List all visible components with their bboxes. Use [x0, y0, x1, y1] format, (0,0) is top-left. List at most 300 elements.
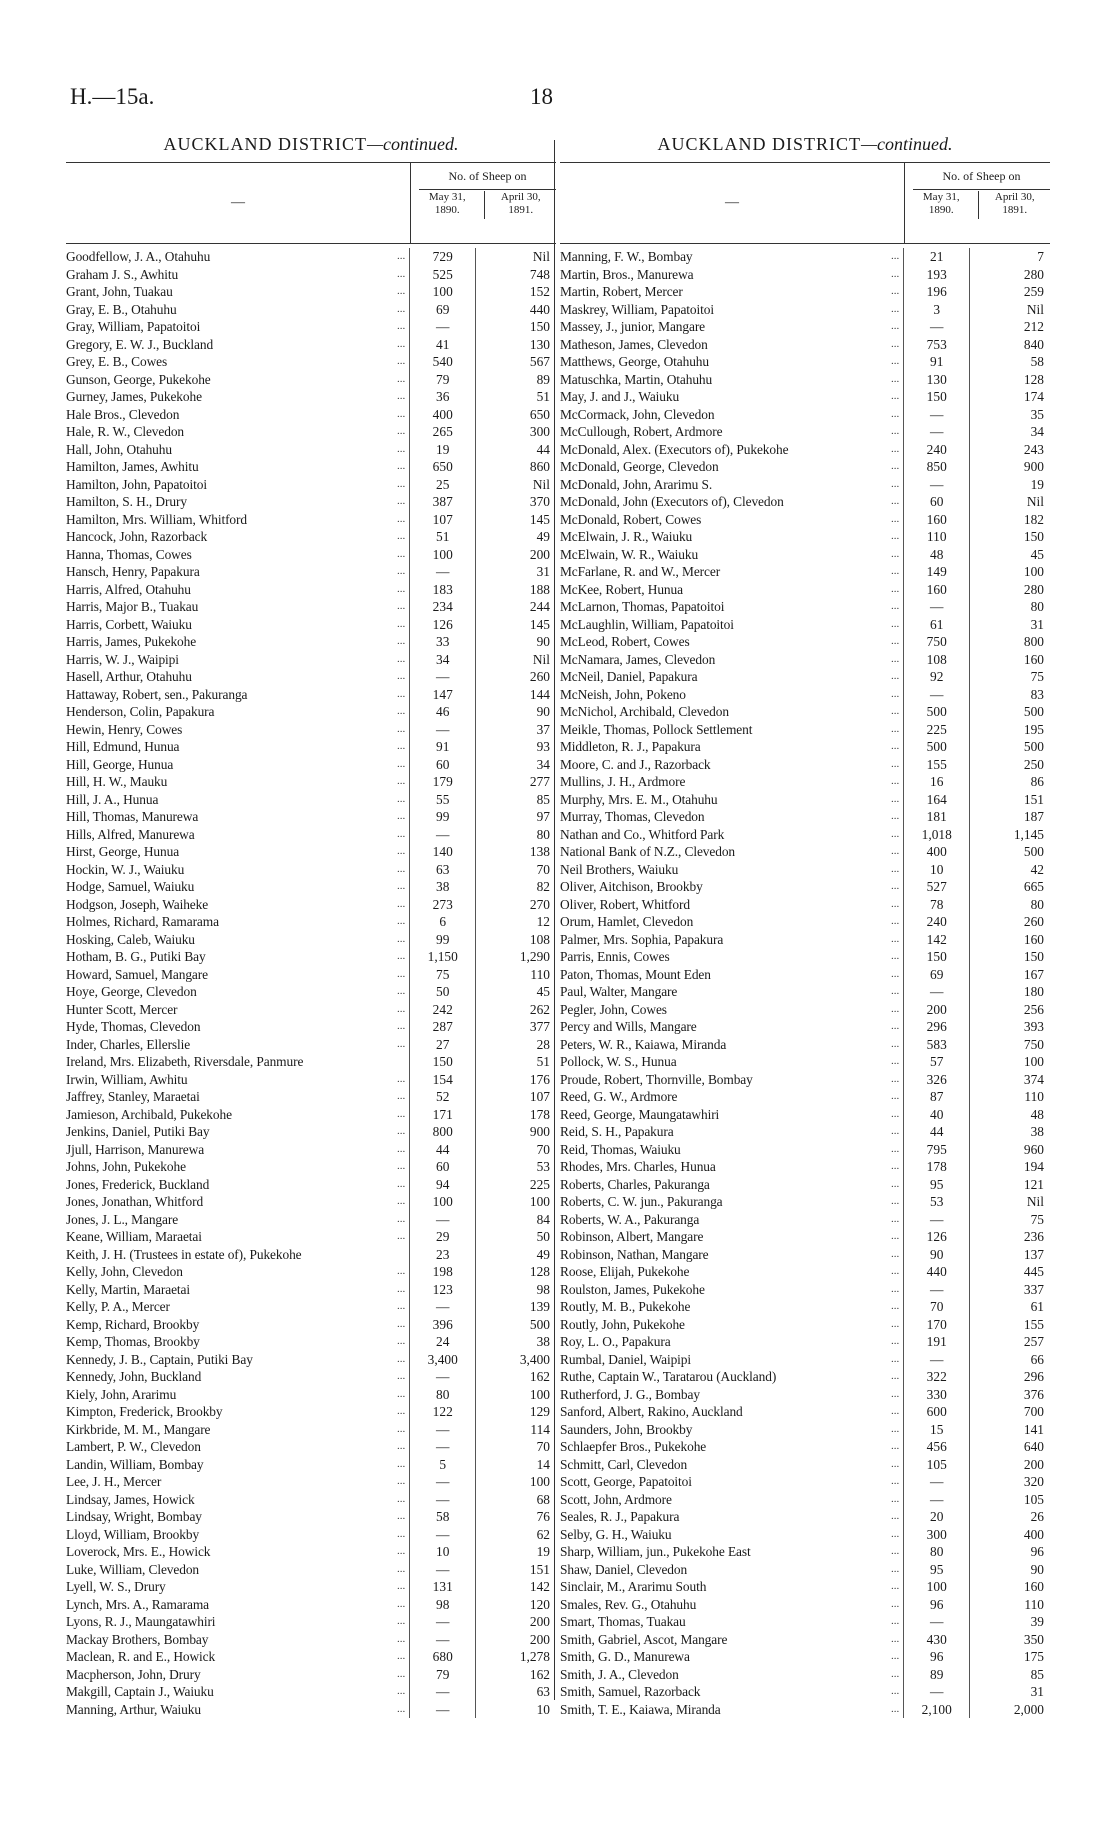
leader-dots: ... [397, 267, 406, 280]
table-row [66, 1368, 556, 1386]
sheep-1891: 90 [475, 703, 556, 721]
sheep-1891: 128 [969, 371, 1050, 389]
owner-name: Harris, Corbett, Waiuku [66, 616, 192, 632]
table-row [66, 861, 556, 879]
leader-dots: ... [891, 1317, 900, 1330]
leader-dots: ... [397, 565, 406, 577]
sheep-1891: 34 [475, 756, 556, 774]
leader-dots: ... [891, 792, 900, 805]
sheep-1891: 160 [969, 651, 1050, 669]
table-row [560, 1578, 1050, 1596]
owner-name: Roberts, C. W. jun., Pakuranga [560, 1194, 723, 1209]
sheep-1891: 75 [969, 668, 1050, 686]
owner-name: Smales, Rev. G., Otahuhu [560, 1596, 697, 1612]
owner-name: Hill, J. A., Hunua [66, 791, 159, 807]
sheep-1891: 337 [969, 1281, 1050, 1299]
owner-name: Hill, Thomas, Manurewa [66, 809, 199, 824]
sheep-1890: — [409, 318, 475, 336]
owner-name: Smith, Gabriel, Ascot, Mangare [560, 1631, 728, 1647]
table-row [560, 458, 1050, 476]
owner-name: Gurney, James, Pukekohe [66, 389, 202, 404]
owner-name: Hyde, Thomas, Clevedon [66, 1019, 201, 1034]
sheep-1890: 265 [409, 423, 475, 441]
sheep-1891: Nil [969, 493, 1050, 511]
owner-name: Reid, S. H., Papakura [560, 1124, 674, 1139]
table-row [560, 913, 1050, 931]
leader-dots: ... [397, 827, 406, 840]
sheep-1890: 750 [903, 633, 969, 651]
table-row [66, 336, 556, 354]
sheep-1891: 200 [475, 1613, 556, 1631]
table-row [560, 1351, 1050, 1369]
sheep-1890: 126 [409, 616, 475, 634]
leader-dots: ... [397, 1545, 406, 1557]
sheep-1890: 147 [409, 686, 475, 704]
leader-dots: ... [397, 1002, 406, 1015]
leader-dots: ... [397, 967, 406, 980]
sheep-1890: 50 [409, 983, 475, 1001]
owner-name: Rhodes, Mrs. Charles, Hunua [560, 1159, 716, 1174]
sheep-1890: 2,100 [903, 1701, 969, 1719]
leader-dots: ... [891, 1247, 900, 1260]
table-row [66, 266, 556, 284]
table-row [66, 983, 556, 1001]
sheep-1891: 80 [969, 896, 1050, 914]
leader-dots: ... [397, 1422, 406, 1435]
sheep-1890: 99 [409, 931, 475, 949]
sheep-1890: — [903, 598, 969, 616]
sheep-1891: 260 [475, 668, 556, 686]
sheep-1890: 456 [903, 1438, 969, 1456]
sheep-1890: 287 [409, 1018, 475, 1036]
sheep-1890: 160 [903, 581, 969, 599]
owner-name: Peters, W. R., Kaiawa, Miranda [560, 1036, 727, 1052]
sheep-1891: 257 [969, 1333, 1050, 1351]
sheep-1891: 84 [475, 1211, 556, 1229]
sheep-1890: 44 [903, 1123, 969, 1141]
owner-name: Reed, G. W., Ardmore [560, 1089, 678, 1104]
table-row [560, 1631, 1050, 1649]
owner-name: Saunders, John, Brookby [560, 1421, 693, 1437]
table-row [560, 843, 1050, 861]
sheep-1890: 91 [903, 353, 969, 371]
sheep-1891: 194 [969, 1158, 1050, 1176]
table-row [560, 756, 1050, 774]
sheep-1890: — [409, 826, 475, 844]
owner-name: Landin, William, Bombay [66, 1456, 204, 1472]
table-row [66, 843, 556, 861]
sheep-1891: 445 [969, 1263, 1050, 1281]
sheep-1890: 55 [409, 791, 475, 809]
sheep-1891: 200 [475, 546, 556, 564]
leader-dots: ... [891, 810, 900, 822]
table-row [66, 721, 556, 739]
leader-dots: ... [891, 565, 900, 577]
table-header [66, 162, 556, 244]
left-column [66, 134, 556, 1718]
sheep-1890: 10 [409, 1543, 475, 1561]
leader-dots: ... [397, 862, 406, 875]
leader-dots: ... [891, 1475, 900, 1487]
leader-dots: ... [397, 512, 406, 525]
owner-name: Gray, William, Papatoitoi [66, 319, 201, 334]
table-row [66, 1596, 556, 1614]
leader-dots: ... [397, 582, 406, 595]
sheep-1890: 149 [903, 563, 969, 581]
owner-name: Neil Brothers, Waiuku [560, 861, 679, 877]
sheep-1890: 140 [409, 843, 475, 861]
sheep-1891: 212 [969, 318, 1050, 336]
table-row [560, 1211, 1050, 1229]
owner-name: Rumbal, Daniel, Waipipi [560, 1351, 692, 1367]
leader-dots: ... [397, 740, 406, 752]
table-row [560, 1158, 1050, 1176]
sheep-1890: — [903, 1281, 969, 1299]
sheep-1891: 500 [969, 703, 1050, 721]
leader-dots: ... [891, 1457, 900, 1470]
leader-dots: ... [397, 1527, 406, 1540]
table-row [66, 248, 556, 266]
sheep-1891: 182 [969, 511, 1050, 529]
sheep-1891: 145 [475, 616, 556, 634]
table-row [560, 248, 1050, 266]
owner-name: Harris, James, Pukekohe [66, 634, 197, 649]
table-row [66, 1333, 556, 1351]
leader-dots: ... [891, 775, 900, 787]
name-column-dash: — [231, 195, 245, 210]
leader-dots: ... [397, 670, 406, 682]
year-line: 1891. [1002, 204, 1028, 216]
owner-name: McDonald, Alex. (Executors of), Pukekohe [560, 441, 789, 457]
leader-dots: ... [397, 1160, 406, 1172]
leader-dots: ... [891, 302, 900, 315]
table-row [66, 1508, 556, 1526]
page-reference: H.—15a. [70, 84, 155, 109]
leader-dots: ... [397, 880, 406, 892]
owner-name: Holmes, Richard, Ramarama [66, 914, 219, 929]
leader-dots: ... [891, 1265, 900, 1277]
table-row [66, 546, 556, 564]
leader-dots: ... [891, 495, 900, 507]
owner-name: McLarnon, Thomas, Papatoitoi [560, 599, 725, 614]
sheep-1890: 100 [409, 546, 475, 564]
sheep-1891: 160 [969, 1578, 1050, 1596]
sheep-1890: 99 [409, 808, 475, 826]
table-row [66, 1473, 556, 1491]
table-row [66, 1351, 556, 1369]
sheep-1890: 500 [903, 703, 969, 721]
leader-dots: ... [891, 932, 900, 945]
owner-name: Makgill, Captain J., Waiuku [66, 1684, 214, 1699]
leader-dots: ... [891, 425, 900, 437]
table-row [560, 1386, 1050, 1404]
sheep-1891: 138 [475, 843, 556, 861]
leader-dots: ... [891, 1580, 900, 1592]
leader-dots: ... [891, 1002, 900, 1015]
sheep-1891: 243 [969, 441, 1050, 459]
owner-name: Kemp, Thomas, Brookby [66, 1334, 200, 1349]
sheep-1890: 440 [903, 1263, 969, 1281]
table-row [560, 1508, 1050, 1526]
leader-dots: ... [397, 985, 406, 997]
sheep-1890: 527 [903, 878, 969, 896]
table-row [560, 1491, 1050, 1509]
owner-name: Scott, George, Papatoitoi [560, 1474, 692, 1489]
leader-dots: ... [397, 1387, 406, 1400]
table-row [560, 1403, 1050, 1421]
table-row [560, 703, 1050, 721]
sheep-1891: 45 [475, 983, 556, 1001]
table-row [560, 1053, 1050, 1071]
sheep-1891: 277 [475, 773, 556, 791]
leader-dots: ... [397, 775, 406, 787]
table-row [66, 773, 556, 791]
sheep-1891: 70 [475, 861, 556, 879]
leader-dots: ... [891, 1352, 900, 1365]
leader-dots: ... [397, 1265, 406, 1277]
owner-name: Jenkins, Daniel, Putiki Bay [66, 1124, 210, 1139]
right-column [560, 134, 1050, 1718]
table-row [66, 371, 556, 389]
sheep-1891: 151 [969, 791, 1050, 809]
owner-name: Johns, John, Pukekohe [66, 1159, 186, 1174]
owner-name: Lynch, Mrs. A., Ramarama [66, 1596, 210, 1612]
table-row [560, 581, 1050, 599]
sheep-1891: 97 [475, 808, 556, 826]
table-row [560, 1648, 1050, 1666]
table-row [66, 1438, 556, 1456]
sheep-1890: 525 [409, 266, 475, 284]
owner-name: McDonald, Robert, Cowes [560, 511, 702, 527]
table-row [560, 1298, 1050, 1316]
owner-name: Roberts, Charles, Pakuranga [560, 1176, 710, 1192]
table-row [560, 948, 1050, 966]
owner-name: Robinson, Nathan, Mangare [560, 1246, 709, 1262]
table-row [560, 406, 1050, 424]
sheep-1890: 583 [903, 1036, 969, 1054]
leader-dots: ... [891, 845, 900, 857]
owner-name: Lloyd, William, Brookby [66, 1526, 200, 1542]
sheep-1890: 60 [409, 756, 475, 774]
sheep-1890: 80 [903, 1543, 969, 1561]
owner-name: Roulston, James, Pukekohe [560, 1281, 705, 1297]
owner-name: Hodgson, Joseph, Waiheke [66, 896, 209, 912]
sheep-1890: 142 [903, 931, 969, 949]
table-row [66, 1123, 556, 1141]
table-row [66, 756, 556, 774]
sheep-1890: 91 [409, 738, 475, 756]
sheep-1891: 85 [969, 1666, 1050, 1684]
owner-name: Loverock, Mrs. E., Howick [66, 1544, 211, 1559]
sheep-1890: 48 [903, 546, 969, 564]
table-row [560, 476, 1050, 494]
sheep-1891: 7 [969, 248, 1050, 266]
sheep-1890: 164 [903, 791, 969, 809]
table-row [66, 476, 556, 494]
sheep-1891: 280 [969, 581, 1050, 599]
sheep-1891: 51 [475, 1053, 556, 1071]
sheep-1890: — [903, 1491, 969, 1509]
table-row [66, 1036, 556, 1054]
sheep-1891: 187 [969, 808, 1050, 826]
sheep-1891: 188 [475, 581, 556, 599]
sheep-1890: — [409, 1421, 475, 1439]
owner-name: Schlaepfer Bros., Pukekohe [560, 1439, 707, 1454]
leader-dots: ... [891, 1055, 900, 1067]
sheep-1891: 90 [475, 633, 556, 651]
owner-name: Hall, John, Otahuhu [66, 441, 172, 457]
sheep-1891: 376 [969, 1386, 1050, 1404]
table-row [560, 318, 1050, 336]
sheep-1890: 69 [903, 966, 969, 984]
sheep-1890: 680 [409, 1648, 475, 1666]
sheep-1890: 800 [409, 1123, 475, 1141]
table-row [560, 808, 1050, 826]
leader-dots: ... [397, 302, 406, 315]
sheep-1890: — [409, 1631, 475, 1649]
leader-dots: ... [891, 355, 900, 367]
leader-dots: ... [397, 1685, 406, 1697]
table-row [560, 423, 1050, 441]
sheep-1890: 44 [409, 1141, 475, 1159]
sheep-1890: — [409, 1438, 475, 1456]
sheep-1890: 51 [409, 528, 475, 546]
table-row [66, 441, 556, 459]
sheep-1891: 162 [475, 1368, 556, 1386]
sheep-1890: 75 [409, 966, 475, 984]
sheep-1890: — [903, 1683, 969, 1701]
table-row [560, 441, 1050, 459]
leader-dots: ... [891, 460, 900, 472]
owner-name: Jones, J. L., Mangare [66, 1211, 179, 1227]
sheep-1891: 98 [475, 1281, 556, 1299]
table-row [66, 301, 556, 319]
sheep-1890: 225 [903, 721, 969, 739]
owner-name: Routly, M. B., Pukekohe [560, 1299, 691, 1314]
column-title [560, 134, 1050, 162]
sheep-1891: 144 [475, 686, 556, 704]
sheep-1890: 179 [409, 773, 475, 791]
sheep-1891: 49 [475, 528, 556, 546]
sheep-1891: 150 [475, 318, 556, 336]
table-row [66, 913, 556, 931]
sheep-1891: Nil [475, 651, 556, 669]
owner-name: Hunter Scott, Mercer [66, 1001, 178, 1017]
leader-dots: ... [397, 250, 406, 262]
sheep-1891: 89 [475, 371, 556, 389]
sheep-count-header [904, 163, 1050, 243]
sheep-1890: 79 [409, 371, 475, 389]
sheep-1891: 296 [969, 1368, 1050, 1386]
owner-name: Robinson, Albert, Mangare [560, 1229, 704, 1244]
owner-name: Smith, G. D., Manurewa [560, 1649, 690, 1664]
owner-name: Lyell, W. S., Drury [66, 1579, 166, 1594]
leader-dots: ... [891, 670, 900, 682]
leader-dots: ... [891, 442, 900, 455]
sheep-1891: 68 [475, 1491, 556, 1509]
owner-name: Smith, Samuel, Razorback [560, 1684, 701, 1699]
owner-name: Lee, J. H., Mercer [66, 1474, 162, 1489]
sheep-1890: 100 [409, 283, 475, 301]
sheep-1891: 100 [475, 1386, 556, 1404]
owner-name: Shaw, Daniel, Clevedon [560, 1561, 688, 1577]
sheep-1890: — [409, 1701, 475, 1719]
page-number: 18 [530, 84, 553, 109]
leader-dots: ... [891, 985, 900, 997]
owner-name: Hill, George, Hunua [66, 756, 174, 772]
leader-dots: ... [397, 1072, 406, 1085]
sheep-1890: 34 [409, 651, 475, 669]
table-row [66, 1613, 556, 1631]
sheep-1890: 41 [409, 336, 475, 354]
owner-name: Hoye, George, Clevedon [66, 984, 197, 999]
sheep-1891: 176 [475, 1071, 556, 1089]
leader-dots: ... [397, 897, 406, 910]
leader-dots: ... [891, 337, 900, 350]
table-row [66, 616, 556, 634]
sheep-1890: 10 [903, 861, 969, 879]
leader-dots: ... [891, 1510, 900, 1522]
owner-name: Kennedy, J. B., Captain, Putiki Bay [66, 1351, 253, 1367]
owner-name: Schmitt, Carl, Clevedon [560, 1456, 688, 1472]
sheep-1891: Nil [969, 301, 1050, 319]
table-row [560, 1071, 1050, 1089]
sheep-1891: 393 [969, 1018, 1050, 1036]
sheep-1890: — [903, 423, 969, 441]
sheep-1891: 178 [475, 1106, 556, 1124]
leader-dots: ... [397, 530, 406, 542]
table-row [560, 878, 1050, 896]
leader-dots: ... [397, 600, 406, 612]
sheep-1891: 665 [969, 878, 1050, 896]
leader-dots: ... [891, 512, 900, 525]
leader-dots: ... [891, 950, 900, 962]
sheep-1891: 39 [969, 1613, 1050, 1631]
leader-dots: ... [397, 845, 406, 857]
sheep-1891: 42 [969, 861, 1050, 879]
sheep-1890: — [409, 1613, 475, 1631]
owner-name: Hockin, W. J., Waiuku [66, 861, 185, 877]
leader-dots: ... [397, 687, 406, 700]
owner-name: Smart, Thomas, Tuakau [560, 1614, 686, 1629]
table-row [66, 1578, 556, 1596]
sheep-1891: 1,290 [475, 948, 556, 966]
owner-name: McDonald, George, Clevedon [560, 459, 719, 474]
sheep-1890: 130 [903, 371, 969, 389]
table-row [560, 493, 1050, 511]
owner-name: McNeil, Daniel, Papakura [560, 669, 698, 684]
sheep-1890: 200 [903, 1001, 969, 1019]
table-row [66, 1386, 556, 1404]
sheep-1890: 300 [903, 1526, 969, 1544]
owner-name: Maskrey, William, Papatoitoi [560, 301, 714, 317]
table-row [66, 581, 556, 599]
owner-name: May, J. and J., Waiuku [560, 389, 680, 404]
sheep-1890: 191 [903, 1333, 969, 1351]
leader-dots: ... [891, 1230, 900, 1242]
owner-name: Orum, Hamlet, Clevedon [560, 914, 694, 929]
sheep-1890: 53 [903, 1193, 969, 1211]
table-row [560, 1036, 1050, 1054]
sheep-1890: — [903, 406, 969, 424]
sheep-1890: 500 [903, 738, 969, 756]
sheep-1890: 600 [903, 1403, 969, 1421]
table-row [560, 1001, 1050, 1019]
leader-dots: ... [397, 495, 406, 507]
owner-name: Hamilton, S. H., Drury [66, 494, 187, 509]
owner-name: Jones, Jonathan, Whitford [66, 1194, 204, 1209]
table-row [560, 1228, 1050, 1246]
